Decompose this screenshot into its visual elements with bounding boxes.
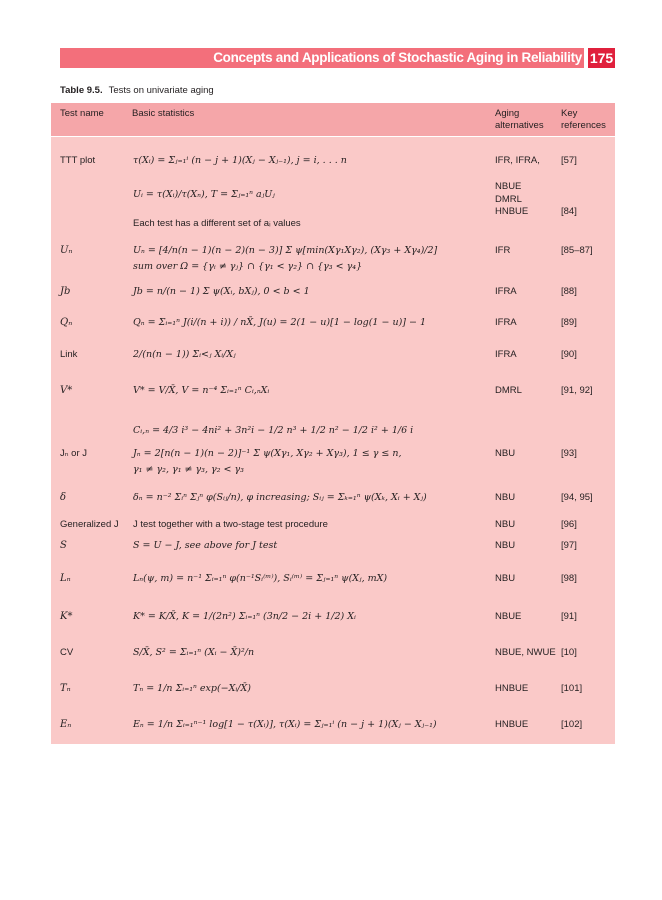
row-vstar-ref: [91, 92] xyxy=(561,385,593,396)
row-s-stat: S = U − J, see above for J test xyxy=(133,540,278,551)
row-jb-aging: IFRA xyxy=(495,286,517,297)
row-ln-stat: Lₙ(ψ, m) = n⁻¹ Σᵢ₌₁ⁿ φ(n⁻¹Sᵢ⁽ᵐ⁾), Sᵢ⁽ᵐ⁾ = Σⱼ₌₁ⁿ ψ(Xⱼ, mX) xyxy=(133,573,388,584)
table-caption xyxy=(60,85,214,96)
table-caption-label: Table 9.5. xyxy=(60,85,103,96)
row-ttt-stat-2: Uᵢ = τ(Xᵢ)/τ(Xₙ), T = Σⱼ₌₁ⁿ aⱼUⱼ xyxy=(133,189,275,200)
col-header-test-name: Test name xyxy=(60,108,104,119)
row-ttt-aging-3: DMRL xyxy=(495,194,522,205)
row-s-name: S xyxy=(60,540,67,551)
row-vstar-stat-2: Cᵢ,ₙ = 4/3 i³ − 4ni² + 3n²i − 1/2 n³ + 1/2 n² − 1/2 i² + 1/6 i xyxy=(133,425,414,436)
row-ttt-aging-4: HNBUE xyxy=(495,206,529,217)
row-en-stat: Eₙ = 1/n Σᵢ₌₁ⁿ⁻¹ log[1 − τ(Xᵢ)], τ(Xᵢ) = Σⱼ₌₁ⁱ (n − j + 1)(Xⱼ − Xⱼ₋₁) xyxy=(133,719,437,730)
row-cv-stat: S/X̄, S² = Σᵢ₌₁ⁿ (Xᵢ − X̄)²/n xyxy=(133,647,255,658)
row-link-ref: [90] xyxy=(561,349,577,360)
row-tn-stat: Tₙ = 1/n Σᵢ₌₁ⁿ exp(−Xᵢ/X̄) xyxy=(133,683,251,694)
row-tn-name: Tₙ xyxy=(60,683,71,694)
row-kstar-name: K* xyxy=(60,611,73,622)
row-qn-aging: IFRA xyxy=(495,317,517,328)
row-qn-stat: Qₙ = Σᵢ₌₁ⁿ J(i/(n + i)) / nX̄, J(u) = 2(1 − u)[1 − log(1 − u)] − 1 xyxy=(133,317,427,328)
row-ln-ref: [98] xyxy=(561,573,577,584)
row-kstar-ref: [91] xyxy=(561,611,577,622)
row-ln-aging: NBU xyxy=(495,573,516,584)
row-cv-name: CV xyxy=(60,647,74,658)
row-delta-name: δ xyxy=(60,492,67,503)
row-s-aging: NBU xyxy=(495,540,516,551)
table-caption-text: Tests on univariate aging xyxy=(108,85,214,96)
row-tn-aging: HNBUE xyxy=(495,683,529,694)
row-delta-ref: [94, 95] xyxy=(561,492,593,503)
row-vstar-name: V* xyxy=(60,385,73,396)
table-body xyxy=(51,137,615,744)
row-qn-name: Qₙ xyxy=(60,317,73,328)
row-genj-stat: J test together with a two-stage test procedure xyxy=(133,519,328,530)
row-s-ref: [97] xyxy=(561,540,577,551)
row-ttt-name: TTT plot xyxy=(60,155,96,166)
row-delta-stat: δₙ = n⁻² Σᵢⁿ Σⱼⁿ φ(Sᵢⱼ/n), φ increasing; Sᵢⱼ = Σₖ₌₁ⁿ ψ(Xₖ, Xᵢ + Xⱼ) xyxy=(133,492,427,503)
row-un-stat-2: sum over Ω = {γᵢ ≠ γⱼ} ∩ {γ₁ < γ₂} ∩ {γ₃ < γ₄} xyxy=(133,261,363,272)
row-vstar-aging: DMRL xyxy=(495,385,522,396)
row-jn-stat-2: γ₁ ≠ γ₂, γ₁ ≠ γ₃, γ₂ < γ₃ xyxy=(133,464,244,475)
row-en-ref: [102] xyxy=(561,719,583,730)
row-qn-ref: [89] xyxy=(561,317,577,328)
row-jb-ref: [88] xyxy=(561,286,577,297)
row-un-ref: [85–87] xyxy=(561,245,593,256)
row-en-name: Eₙ xyxy=(60,719,72,730)
running-header-title: Concepts and Applications of Stochastic Aging in Reliability xyxy=(213,50,582,65)
row-ln-name: Lₙ xyxy=(60,573,71,584)
row-ttt-ref: [57] xyxy=(561,155,577,166)
row-link-aging: IFRA xyxy=(495,349,517,360)
row-ttt-aging: IFR, IFRA, xyxy=(495,155,540,166)
row-ttt-ref-2: [84] xyxy=(561,206,577,217)
row-en-aging: HNBUE xyxy=(495,719,529,730)
row-jn-aging: NBU xyxy=(495,448,516,459)
row-un-aging: IFR xyxy=(495,245,511,256)
page-number: 175 xyxy=(589,50,614,66)
row-tn-ref: [101] xyxy=(561,683,583,694)
row-ttt-stat-3: Each test has a different set of aᵢ values xyxy=(133,218,301,229)
row-ttt-aging-2: NBUE xyxy=(495,181,522,192)
row-delta-aging: NBU xyxy=(495,492,516,503)
row-jn-ref: [93] xyxy=(561,448,577,459)
row-genj-name: Generalized J xyxy=(60,519,119,530)
table-header xyxy=(51,103,615,136)
row-genj-aging: NBU xyxy=(495,519,516,530)
row-jn-stat: Jₙ = 2[n(n − 1)(n − 2)]⁻¹ Σ ψ(Xγ₁, Xγ₂ + Xγ₃), 1 ≤ γ ≤ n, xyxy=(133,448,402,459)
row-genj-ref: [96] xyxy=(561,519,577,530)
col-header-key-references: Key references xyxy=(561,108,606,131)
row-vstar-stat: V* = V/X̄, V = n⁻⁴ Σᵢ₌₁ⁿ Cᵢ,ₙXᵢ xyxy=(133,385,270,396)
row-kstar-stat: K* = K/X̄, K = 1/(2n²) Σᵢ₌₁ⁿ (3n/2 − 2i + 1/2) Xᵢ xyxy=(133,611,356,622)
row-cv-aging: NBUE, NWUE xyxy=(495,647,556,658)
row-ttt-stat: τ(Xᵢ) = Σⱼ₌₁ⁱ (n − j + 1)(Xⱼ − Xⱼ₋₁), j = i, . . . n xyxy=(133,155,347,166)
row-un-stat: Uₙ = [4/n(n − 1)(n − 2)(n − 3)] Σ ψ[min(Xγ₁Xγ₂), (Xγ₃ + Xγ₄)/2] xyxy=(133,245,438,256)
row-link-stat: 2/(n(n − 1)) Σᵢ<ⱼ Xᵢ/Xⱼ xyxy=(133,349,236,360)
row-kstar-aging: NBUE xyxy=(495,611,522,622)
col-header-aging-alternatives: Aging alternatives xyxy=(495,108,544,131)
row-un-name: Uₙ xyxy=(60,245,73,256)
col-header-basic-statistics: Basic statistics xyxy=(132,108,195,119)
row-jb-name: Jb xyxy=(60,286,71,297)
row-jb-stat: Jb = n/(n − 1) Σ ψ(Xᵢ, bXⱼ), 0 < b < 1 xyxy=(133,286,310,297)
row-cv-ref: [10] xyxy=(561,647,577,658)
row-link-name: Link xyxy=(60,349,78,360)
row-jn-name: Jₙ or J xyxy=(60,448,88,459)
